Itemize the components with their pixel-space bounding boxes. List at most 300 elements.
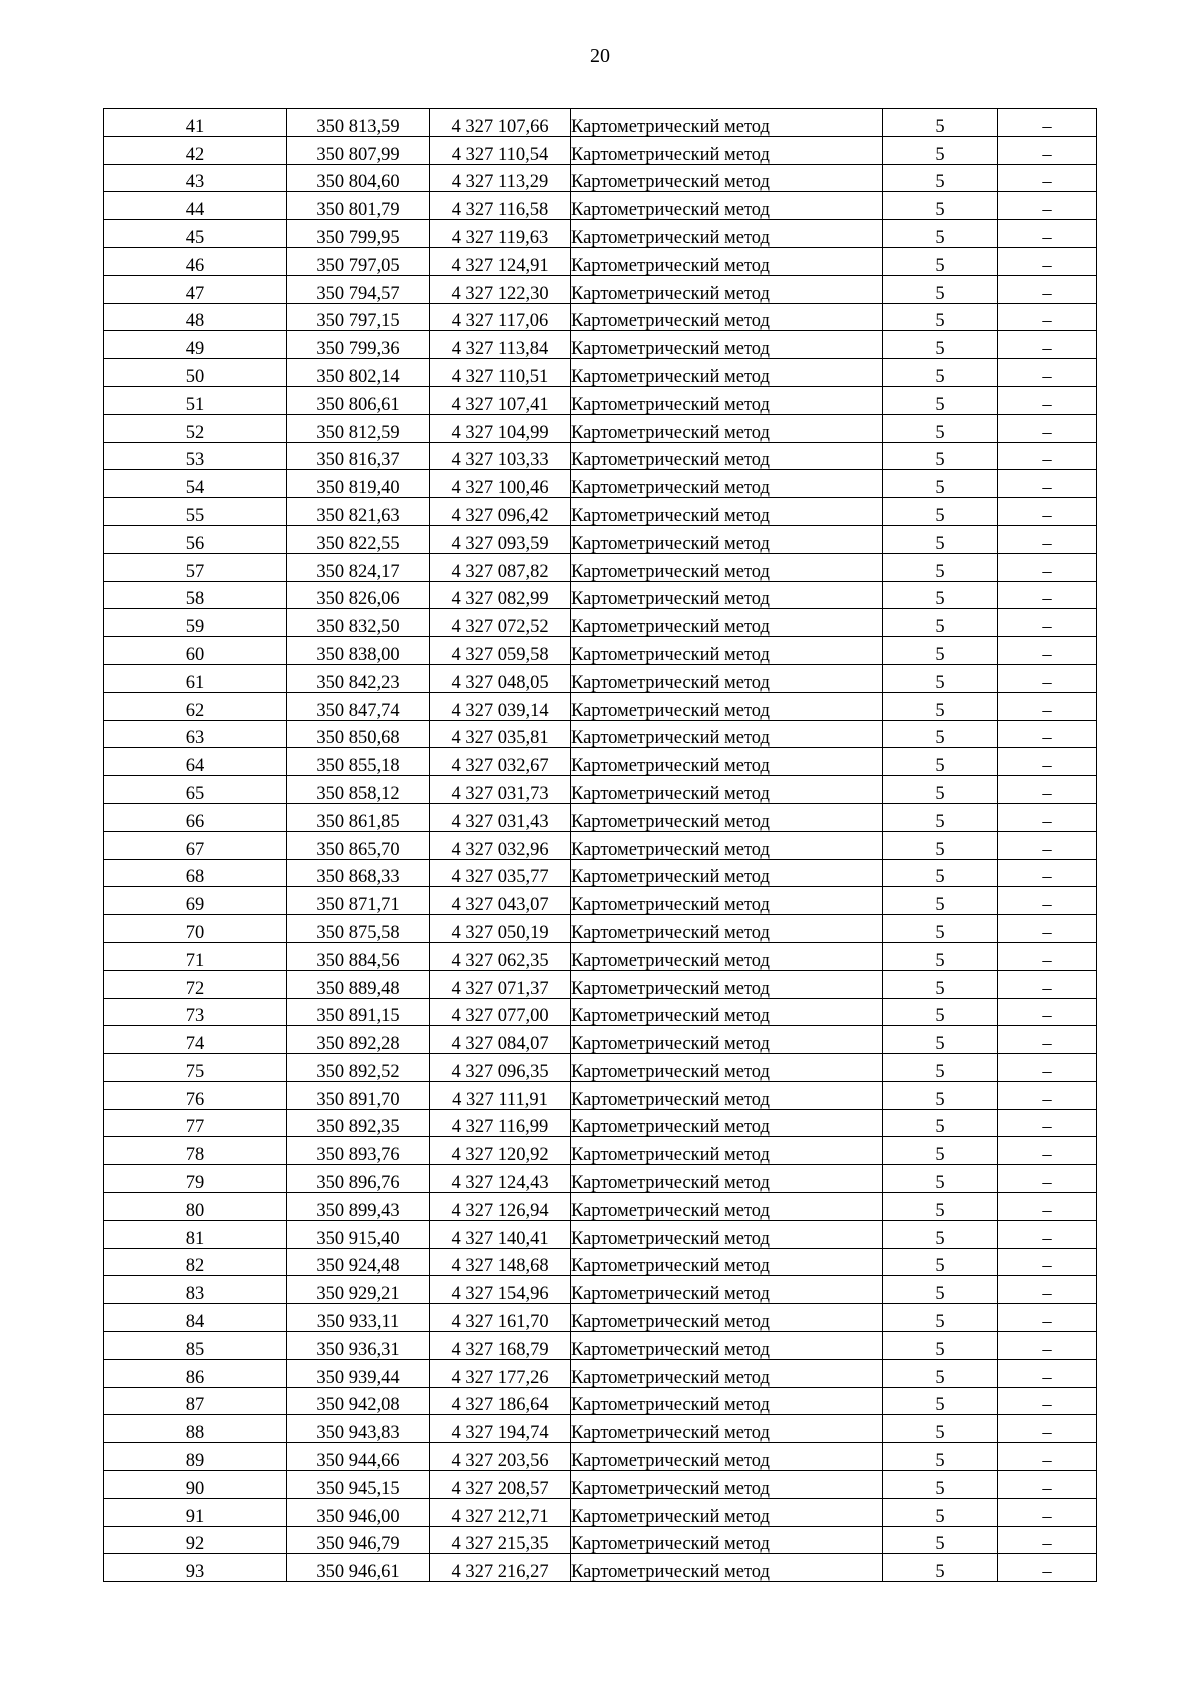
accuracy-cell: 5 <box>883 887 998 915</box>
accuracy-cell: 5 <box>883 803 998 831</box>
point-number-cell: 93 <box>104 1554 287 1582</box>
accuracy-cell: 5 <box>883 1332 998 1360</box>
method-cell: Картометрический метод <box>571 748 883 776</box>
table-row <box>104 970 1097 998</box>
table-row <box>104 1554 1097 1582</box>
method-cell: Картометрический метод <box>571 609 883 637</box>
method-cell: Картометрический метод <box>571 247 883 275</box>
note-cell: – <box>998 553 1097 581</box>
table-row <box>104 664 1097 692</box>
x-coordinate-cell: 350 936,31 <box>287 1332 430 1360</box>
method-cell: Картометрический метод <box>571 664 883 692</box>
accuracy-cell: 5 <box>883 1443 998 1471</box>
accuracy-cell: 5 <box>883 1387 998 1415</box>
y-coordinate-cell: 4 327 212,71 <box>430 1498 571 1526</box>
x-coordinate-cell: 350 896,76 <box>287 1165 430 1193</box>
point-number-cell: 75 <box>104 1054 287 1082</box>
x-coordinate-cell: 350 891,70 <box>287 1081 430 1109</box>
method-cell: Картометрический метод <box>571 164 883 192</box>
x-coordinate-cell: 350 813,59 <box>287 109 430 137</box>
table-row <box>104 553 1097 581</box>
table-row <box>104 1332 1097 1360</box>
y-coordinate-cell: 4 327 096,42 <box>430 498 571 526</box>
method-cell: Картометрический метод <box>571 1498 883 1526</box>
method-cell: Картометрический метод <box>571 859 883 887</box>
point-number-cell: 88 <box>104 1415 287 1443</box>
x-coordinate-cell: 350 929,21 <box>287 1276 430 1304</box>
note-cell: – <box>998 442 1097 470</box>
accuracy-cell: 5 <box>883 776 998 804</box>
method-cell: Картометрический метод <box>571 414 883 442</box>
y-coordinate-cell: 4 327 050,19 <box>430 915 571 943</box>
y-coordinate-cell: 4 327 177,26 <box>430 1359 571 1387</box>
method-cell: Картометрический метод <box>571 1387 883 1415</box>
method-cell: Картометрический метод <box>571 1026 883 1054</box>
table-row <box>104 1359 1097 1387</box>
method-cell: Картометрический метод <box>571 1193 883 1221</box>
note-cell: – <box>998 859 1097 887</box>
note-cell: – <box>998 1276 1097 1304</box>
note-cell: – <box>998 664 1097 692</box>
accuracy-cell: 5 <box>883 859 998 887</box>
note-cell: – <box>998 1443 1097 1471</box>
note-cell: – <box>998 1554 1097 1582</box>
x-coordinate-cell: 350 819,40 <box>287 470 430 498</box>
accuracy-cell: 5 <box>883 1026 998 1054</box>
point-number-cell: 91 <box>104 1498 287 1526</box>
accuracy-cell: 5 <box>883 192 998 220</box>
table-row <box>104 442 1097 470</box>
accuracy-cell: 5 <box>883 1193 998 1221</box>
note-cell: – <box>998 748 1097 776</box>
point-number-cell: 71 <box>104 942 287 970</box>
point-number-cell: 58 <box>104 581 287 609</box>
note-cell: – <box>998 1498 1097 1526</box>
point-number-cell: 60 <box>104 637 287 665</box>
method-cell: Картометрический метод <box>571 1054 883 1082</box>
y-coordinate-cell: 4 327 104,99 <box>430 414 571 442</box>
x-coordinate-cell: 350 822,55 <box>287 525 430 553</box>
point-number-cell: 50 <box>104 359 287 387</box>
accuracy-cell: 5 <box>883 609 998 637</box>
y-coordinate-cell: 4 327 110,54 <box>430 136 571 164</box>
accuracy-cell: 5 <box>883 831 998 859</box>
point-number-cell: 51 <box>104 386 287 414</box>
x-coordinate-cell: 350 826,06 <box>287 581 430 609</box>
note-cell: – <box>998 220 1097 248</box>
method-cell: Картометрический метод <box>571 915 883 943</box>
point-number-cell: 74 <box>104 1026 287 1054</box>
method-cell: Картометрический метод <box>571 442 883 470</box>
y-coordinate-cell: 4 327 093,59 <box>430 525 571 553</box>
point-number-cell: 69 <box>104 887 287 915</box>
table-row <box>104 1443 1097 1471</box>
accuracy-cell: 5 <box>883 386 998 414</box>
method-cell: Картометрический метод <box>571 498 883 526</box>
table-row <box>104 720 1097 748</box>
table-row <box>104 1248 1097 1276</box>
note-cell: – <box>998 1526 1097 1554</box>
table-row <box>104 109 1097 137</box>
table-row <box>104 1498 1097 1526</box>
table-row <box>104 192 1097 220</box>
note-cell: – <box>998 1332 1097 1360</box>
table-row <box>104 303 1097 331</box>
method-cell: Картометрический метод <box>571 386 883 414</box>
point-number-cell: 87 <box>104 1387 287 1415</box>
y-coordinate-cell: 4 327 140,41 <box>430 1220 571 1248</box>
accuracy-cell: 5 <box>883 331 998 359</box>
table-row <box>104 414 1097 442</box>
y-coordinate-cell: 4 327 154,96 <box>430 1276 571 1304</box>
accuracy-cell: 5 <box>883 1248 998 1276</box>
x-coordinate-cell: 350 943,83 <box>287 1415 430 1443</box>
point-number-cell: 62 <box>104 692 287 720</box>
point-number-cell: 61 <box>104 664 287 692</box>
x-coordinate-cell: 350 821,63 <box>287 498 430 526</box>
y-coordinate-cell: 4 327 148,68 <box>430 1248 571 1276</box>
y-coordinate-cell: 4 327 194,74 <box>430 1415 571 1443</box>
point-number-cell: 85 <box>104 1332 287 1360</box>
point-number-cell: 64 <box>104 748 287 776</box>
y-coordinate-cell: 4 327 100,46 <box>430 470 571 498</box>
y-coordinate-cell: 4 327 124,91 <box>430 247 571 275</box>
accuracy-cell: 5 <box>883 915 998 943</box>
method-cell: Картометрический метод <box>571 998 883 1026</box>
table-row <box>104 247 1097 275</box>
point-number-cell: 46 <box>104 247 287 275</box>
accuracy-cell: 5 <box>883 220 998 248</box>
point-number-cell: 47 <box>104 275 287 303</box>
y-coordinate-cell: 4 327 031,43 <box>430 803 571 831</box>
table-row <box>104 776 1097 804</box>
note-cell: – <box>998 1387 1097 1415</box>
note-cell: – <box>998 247 1097 275</box>
y-coordinate-cell: 4 327 117,06 <box>430 303 571 331</box>
point-number-cell: 92 <box>104 1526 287 1554</box>
x-coordinate-cell: 350 802,14 <box>287 359 430 387</box>
note-cell: – <box>998 525 1097 553</box>
table-row <box>104 275 1097 303</box>
y-coordinate-cell: 4 327 072,52 <box>430 609 571 637</box>
y-coordinate-cell: 4 327 071,37 <box>430 970 571 998</box>
method-cell: Картометрический метод <box>571 637 883 665</box>
x-coordinate-cell: 350 847,74 <box>287 692 430 720</box>
x-coordinate-cell: 350 832,50 <box>287 609 430 637</box>
accuracy-cell: 5 <box>883 720 998 748</box>
point-number-cell: 43 <box>104 164 287 192</box>
y-coordinate-cell: 4 327 062,35 <box>430 942 571 970</box>
table-row <box>104 1471 1097 1499</box>
x-coordinate-cell: 350 891,15 <box>287 998 430 1026</box>
point-number-cell: 79 <box>104 1165 287 1193</box>
method-cell: Картометрический метод <box>571 192 883 220</box>
table-row <box>104 1526 1097 1554</box>
x-coordinate-cell: 350 944,66 <box>287 1443 430 1471</box>
point-number-cell: 84 <box>104 1304 287 1332</box>
table-row <box>104 609 1097 637</box>
note-cell: – <box>998 803 1097 831</box>
note-cell: – <box>998 1026 1097 1054</box>
y-coordinate-cell: 4 327 168,79 <box>430 1332 571 1360</box>
note-cell: – <box>998 915 1097 943</box>
method-cell: Картометрический метод <box>571 1471 883 1499</box>
method-cell: Картометрический метод <box>571 1304 883 1332</box>
x-coordinate-cell: 350 850,68 <box>287 720 430 748</box>
point-number-cell: 80 <box>104 1193 287 1221</box>
table-row <box>104 498 1097 526</box>
note-cell: – <box>998 1304 1097 1332</box>
note-cell: – <box>998 998 1097 1026</box>
y-coordinate-cell: 4 327 161,70 <box>430 1304 571 1332</box>
table-row <box>104 803 1097 831</box>
x-coordinate-cell: 350 868,33 <box>287 859 430 887</box>
x-coordinate-cell: 350 807,99 <box>287 136 430 164</box>
y-coordinate-cell: 4 327 084,07 <box>430 1026 571 1054</box>
method-cell: Картометрический метод <box>571 692 883 720</box>
method-cell: Картометрический метод <box>571 1415 883 1443</box>
note-cell: – <box>998 331 1097 359</box>
point-number-cell: 44 <box>104 192 287 220</box>
method-cell: Картометрический метод <box>571 220 883 248</box>
table-row <box>104 1193 1097 1221</box>
point-number-cell: 90 <box>104 1471 287 1499</box>
method-cell: Картометрический метод <box>571 1526 883 1554</box>
method-cell: Картометрический метод <box>571 803 883 831</box>
method-cell: Картометрический метод <box>571 831 883 859</box>
y-coordinate-cell: 4 327 186,64 <box>430 1387 571 1415</box>
method-cell: Картометрический метод <box>571 470 883 498</box>
y-coordinate-cell: 4 327 215,35 <box>430 1526 571 1554</box>
method-cell: Картометрический метод <box>571 109 883 137</box>
accuracy-cell: 5 <box>883 1137 998 1165</box>
table-row <box>104 1026 1097 1054</box>
y-coordinate-cell: 4 327 103,33 <box>430 442 571 470</box>
note-cell: – <box>998 1109 1097 1137</box>
note-cell: – <box>998 1359 1097 1387</box>
table-row <box>104 470 1097 498</box>
accuracy-cell: 5 <box>883 637 998 665</box>
table-row <box>104 942 1097 970</box>
note-cell: – <box>998 109 1097 137</box>
x-coordinate-cell: 350 889,48 <box>287 970 430 998</box>
note-cell: – <box>998 637 1097 665</box>
coordinates-table <box>103 108 1097 1582</box>
x-coordinate-cell: 350 816,37 <box>287 442 430 470</box>
method-cell: Картометрический метод <box>571 720 883 748</box>
table-row <box>104 1137 1097 1165</box>
note-cell: – <box>998 414 1097 442</box>
accuracy-cell: 5 <box>883 498 998 526</box>
x-coordinate-cell: 350 865,70 <box>287 831 430 859</box>
y-coordinate-cell: 4 327 122,30 <box>430 275 571 303</box>
y-coordinate-cell: 4 327 107,66 <box>430 109 571 137</box>
x-coordinate-cell: 350 812,59 <box>287 414 430 442</box>
accuracy-cell: 5 <box>883 748 998 776</box>
x-coordinate-cell: 350 884,56 <box>287 942 430 970</box>
note-cell: – <box>998 470 1097 498</box>
note-cell: – <box>998 1248 1097 1276</box>
x-coordinate-cell: 350 893,76 <box>287 1137 430 1165</box>
note-cell: – <box>998 581 1097 609</box>
method-cell: Картометрический метод <box>571 275 883 303</box>
method-cell: Картометрический метод <box>571 1276 883 1304</box>
x-coordinate-cell: 350 799,95 <box>287 220 430 248</box>
x-coordinate-cell: 350 804,60 <box>287 164 430 192</box>
accuracy-cell: 5 <box>883 581 998 609</box>
method-cell: Картометрический метод <box>571 1109 883 1137</box>
method-cell: Картометрический метод <box>571 776 883 804</box>
accuracy-cell: 5 <box>883 1359 998 1387</box>
point-number-cell: 89 <box>104 1443 287 1471</box>
method-cell: Картометрический метод <box>571 887 883 915</box>
table-row <box>104 859 1097 887</box>
table-row <box>104 748 1097 776</box>
table-row <box>104 1054 1097 1082</box>
note-cell: – <box>998 831 1097 859</box>
y-coordinate-cell: 4 327 059,58 <box>430 637 571 665</box>
note-cell: – <box>998 275 1097 303</box>
y-coordinate-cell: 4 327 126,94 <box>430 1193 571 1221</box>
x-coordinate-cell: 350 939,44 <box>287 1359 430 1387</box>
method-cell: Картометрический метод <box>571 1359 883 1387</box>
x-coordinate-cell: 350 799,36 <box>287 331 430 359</box>
accuracy-cell: 5 <box>883 1498 998 1526</box>
note-cell: – <box>998 386 1097 414</box>
note-cell: – <box>998 359 1097 387</box>
y-coordinate-cell: 4 327 082,99 <box>430 581 571 609</box>
y-coordinate-cell: 4 327 039,14 <box>430 692 571 720</box>
table-row <box>104 164 1097 192</box>
x-coordinate-cell: 350 942,08 <box>287 1387 430 1415</box>
accuracy-cell: 5 <box>883 1109 998 1137</box>
x-coordinate-cell: 350 933,11 <box>287 1304 430 1332</box>
accuracy-cell: 5 <box>883 1165 998 1193</box>
table-row <box>104 1304 1097 1332</box>
note-cell: – <box>998 970 1097 998</box>
table-row <box>104 359 1097 387</box>
table-row <box>104 1276 1097 1304</box>
method-cell: Картометрический метод <box>571 1443 883 1471</box>
table-row <box>104 998 1097 1026</box>
point-number-cell: 81 <box>104 1220 287 1248</box>
point-number-cell: 49 <box>104 331 287 359</box>
method-cell: Картометрический метод <box>571 331 883 359</box>
x-coordinate-cell: 350 946,79 <box>287 1526 430 1554</box>
note-cell: – <box>998 692 1097 720</box>
y-coordinate-cell: 4 327 216,27 <box>430 1554 571 1582</box>
y-coordinate-cell: 4 327 031,73 <box>430 776 571 804</box>
accuracy-cell: 5 <box>883 553 998 581</box>
point-number-cell: 48 <box>104 303 287 331</box>
point-number-cell: 68 <box>104 859 287 887</box>
note-cell: – <box>998 1137 1097 1165</box>
note-cell: – <box>998 136 1097 164</box>
x-coordinate-cell: 350 915,40 <box>287 1220 430 1248</box>
method-cell: Картометрический метод <box>571 1332 883 1360</box>
accuracy-cell: 5 <box>883 136 998 164</box>
table-row <box>104 220 1097 248</box>
method-cell: Картометрический метод <box>571 1137 883 1165</box>
table-row <box>104 136 1097 164</box>
y-coordinate-cell: 4 327 087,82 <box>430 553 571 581</box>
table-row <box>104 1220 1097 1248</box>
accuracy-cell: 5 <box>883 275 998 303</box>
x-coordinate-cell: 350 875,58 <box>287 915 430 943</box>
method-cell: Картометрический метод <box>571 136 883 164</box>
point-number-cell: 59 <box>104 609 287 637</box>
method-cell: Картометрический метод <box>571 1081 883 1109</box>
point-number-cell: 54 <box>104 470 287 498</box>
point-number-cell: 70 <box>104 915 287 943</box>
x-coordinate-cell: 350 945,15 <box>287 1471 430 1499</box>
accuracy-cell: 5 <box>883 1276 998 1304</box>
note-cell: – <box>998 942 1097 970</box>
note-cell: – <box>998 1415 1097 1443</box>
accuracy-cell: 5 <box>883 525 998 553</box>
point-number-cell: 42 <box>104 136 287 164</box>
point-number-cell: 76 <box>104 1081 287 1109</box>
accuracy-cell: 5 <box>883 414 998 442</box>
table-row <box>104 1081 1097 1109</box>
accuracy-cell: 5 <box>883 109 998 137</box>
note-cell: – <box>998 303 1097 331</box>
method-cell: Картометрический метод <box>571 1554 883 1582</box>
point-number-cell: 41 <box>104 109 287 137</box>
x-coordinate-cell: 350 924,48 <box>287 1248 430 1276</box>
y-coordinate-cell: 4 327 113,84 <box>430 331 571 359</box>
accuracy-cell: 5 <box>883 164 998 192</box>
method-cell: Картометрический метод <box>571 581 883 609</box>
table-row <box>104 887 1097 915</box>
x-coordinate-cell: 350 842,23 <box>287 664 430 692</box>
accuracy-cell: 5 <box>883 1081 998 1109</box>
x-coordinate-cell: 350 858,12 <box>287 776 430 804</box>
x-coordinate-cell: 350 892,28 <box>287 1026 430 1054</box>
y-coordinate-cell: 4 327 035,77 <box>430 859 571 887</box>
x-coordinate-cell: 350 861,85 <box>287 803 430 831</box>
y-coordinate-cell: 4 327 119,63 <box>430 220 571 248</box>
point-number-cell: 63 <box>104 720 287 748</box>
page-number: 20 <box>590 45 610 67</box>
table-row <box>104 581 1097 609</box>
note-cell: – <box>998 1081 1097 1109</box>
y-coordinate-cell: 4 327 048,05 <box>430 664 571 692</box>
x-coordinate-cell: 350 892,52 <box>287 1054 430 1082</box>
y-coordinate-cell: 4 327 077,00 <box>430 998 571 1026</box>
note-cell: – <box>998 1193 1097 1221</box>
accuracy-cell: 5 <box>883 442 998 470</box>
point-number-cell: 67 <box>104 831 287 859</box>
method-cell: Картометрический метод <box>571 970 883 998</box>
y-coordinate-cell: 4 327 107,41 <box>430 386 571 414</box>
y-coordinate-cell: 4 327 035,81 <box>430 720 571 748</box>
coordinates-table-body <box>104 109 1097 1582</box>
note-cell: – <box>998 609 1097 637</box>
note-cell: – <box>998 1220 1097 1248</box>
table-row <box>104 1415 1097 1443</box>
accuracy-cell: 5 <box>883 247 998 275</box>
x-coordinate-cell: 350 838,00 <box>287 637 430 665</box>
x-coordinate-cell: 350 797,15 <box>287 303 430 331</box>
point-number-cell: 77 <box>104 1109 287 1137</box>
y-coordinate-cell: 4 327 096,35 <box>430 1054 571 1082</box>
x-coordinate-cell: 350 946,61 <box>287 1554 430 1582</box>
accuracy-cell: 5 <box>883 970 998 998</box>
point-number-cell: 66 <box>104 803 287 831</box>
accuracy-cell: 5 <box>883 359 998 387</box>
y-coordinate-cell: 4 327 208,57 <box>430 1471 571 1499</box>
